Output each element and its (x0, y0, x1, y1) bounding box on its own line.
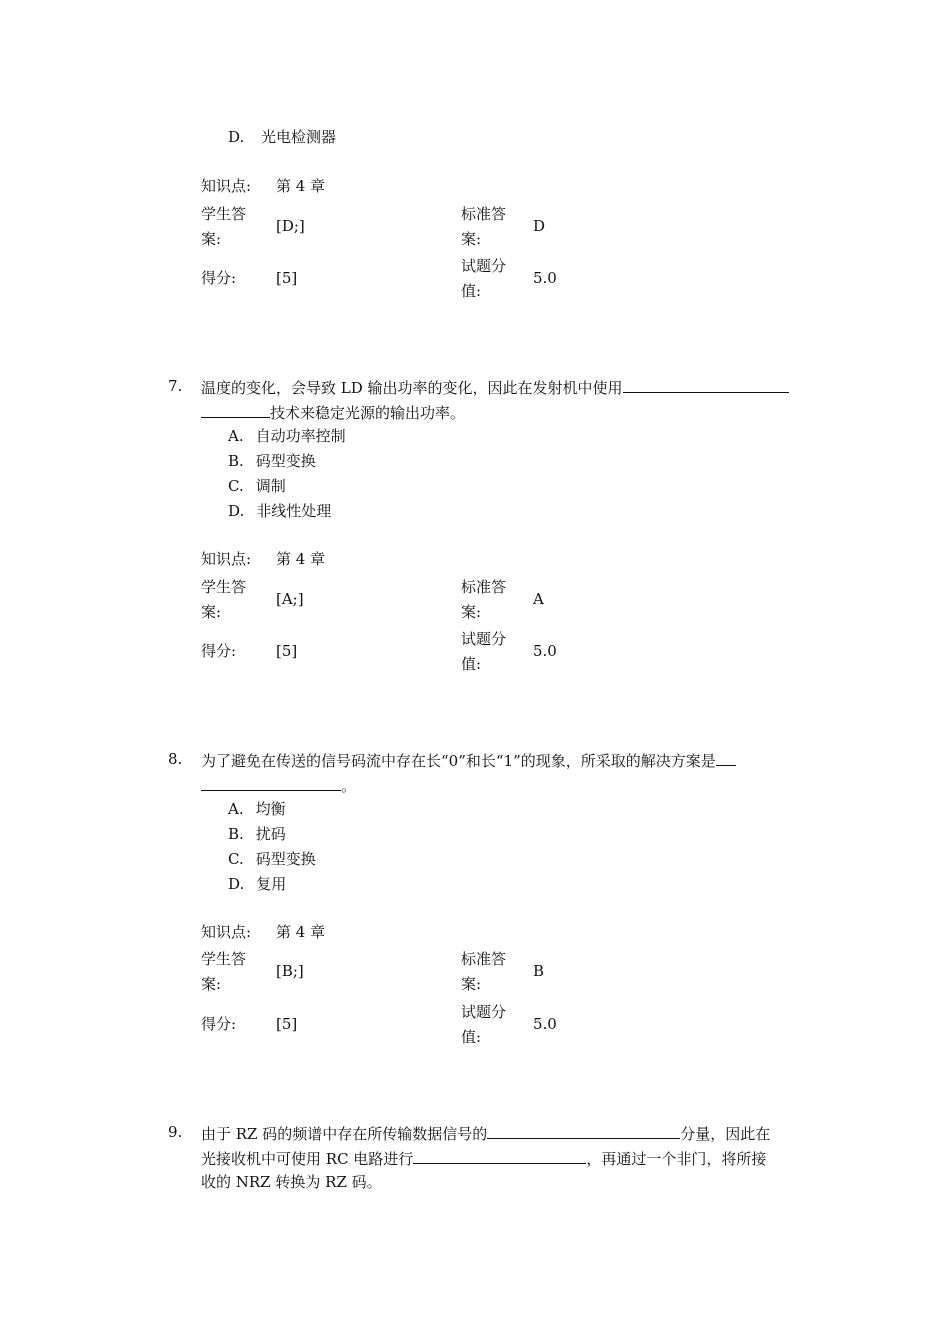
question-number: 8. (168, 750, 183, 768)
option-letter: D. (228, 875, 245, 893)
answer-blank (487, 1120, 680, 1139)
option-letter: D. (228, 128, 245, 146)
student-answer-label-1: 学生答 (201, 950, 247, 968)
points-label-1: 试题分 (461, 257, 507, 275)
question-number: 9. (168, 1123, 183, 1141)
standard-answer-label-2: 案: (461, 603, 482, 621)
answer-blank (201, 399, 270, 418)
student-answer-value: [D;] (276, 217, 305, 235)
option-text: 码型变换 (255, 452, 316, 470)
option-c (228, 847, 316, 872)
score-label: 得分: (201, 1015, 237, 1033)
option-text: 扰码 (255, 825, 286, 843)
option-letter: D. (228, 502, 245, 520)
knowledge-value: 第 4 章 (276, 550, 326, 568)
student-answer-label-1: 学生答 (201, 205, 247, 223)
option-text: 调制 (255, 477, 286, 495)
score-value: [5] (276, 1015, 298, 1033)
score-label: 得分: (201, 269, 237, 287)
student-answer-value: [A;] (276, 590, 304, 608)
question-text: ，再通过一个非门，将所接 (586, 1150, 767, 1168)
question-text: 分量，因此在 (680, 1125, 771, 1143)
option-d (228, 499, 331, 524)
question-text: 为了避免在传送的信号码流中存在长“0”和长“1”的现象，所采取的解决方案是 (201, 752, 716, 770)
option-d-prev (228, 125, 336, 150)
option-b (228, 449, 316, 474)
question-line-2 (201, 1145, 766, 1172)
standard-answer-label-2: 案: (461, 230, 482, 248)
option-d (228, 872, 286, 897)
answer-blank (201, 772, 341, 791)
standard-answer-value: D (533, 217, 546, 235)
points-label-2: 值: (461, 655, 482, 673)
option-letter: A. (228, 427, 244, 445)
answer-blank (623, 374, 789, 393)
knowledge-label: 知识点: (201, 177, 252, 195)
points-value: 5.0 (533, 642, 557, 660)
question-line-1 (201, 1120, 770, 1147)
question-text: 光接收机中可使用 RC 电路进行 (201, 1150, 414, 1168)
points-value: 5.0 (533, 269, 557, 287)
option-text: 复用 (256, 875, 287, 893)
question-line-1 (201, 374, 789, 401)
question-line-3: 收的 NRZ 转换为 RZ 码。 (201, 1173, 382, 1191)
option-text: 码型变换 (255, 850, 316, 868)
option-text: 非线性处理 (256, 502, 332, 520)
points-label-1: 试题分 (461, 1003, 507, 1021)
option-letter: B. (228, 452, 244, 470)
option-letter: B. (228, 825, 244, 843)
question-line-1 (201, 747, 736, 774)
option-letter: C. (228, 850, 244, 868)
question-line-2 (201, 399, 465, 426)
student-answer-label-2: 案: (201, 603, 222, 621)
knowledge-value: 第 4 章 (276, 177, 326, 195)
standard-answer-label-1: 标准答 (461, 205, 507, 223)
standard-answer-label-1: 标准答 (461, 578, 507, 596)
points-value: 5.0 (533, 1015, 557, 1033)
student-answer-value: [B;] (276, 962, 304, 980)
option-b (228, 822, 286, 847)
knowledge-label: 知识点: (201, 550, 252, 568)
student-answer-label-1: 学生答 (201, 578, 247, 596)
student-answer-label-2: 案: (201, 230, 222, 248)
option-text: 自动功率控制 (255, 427, 346, 445)
score-value: [5] (276, 642, 298, 660)
question-line-2 (201, 772, 356, 799)
question-number: 7. (168, 377, 183, 395)
points-label-1: 试题分 (461, 630, 507, 648)
student-answer-label-2: 案: (201, 975, 222, 993)
answer-blank (413, 1145, 586, 1164)
points-label-2: 值: (461, 282, 482, 300)
question-text: 温度的变化，会导致 LD 输出功率的变化，因此在发射机中使用 (201, 379, 623, 397)
standard-answer-label-2: 案: (461, 975, 482, 993)
standard-answer-value: A (533, 590, 544, 608)
knowledge-value: 第 4 章 (276, 923, 326, 941)
option-a (228, 424, 346, 449)
standard-answer-label-1: 标准答 (461, 950, 507, 968)
option-a (228, 797, 286, 822)
answer-blank (716, 747, 736, 766)
score-label: 得分: (201, 642, 237, 660)
option-letter: A. (228, 800, 244, 818)
points-label-2: 值: (461, 1028, 482, 1046)
option-c (228, 474, 286, 499)
option-text: 均衡 (255, 800, 286, 818)
option-letter: C. (228, 477, 244, 495)
question-text: 技术来稳定光源的输出功率。 (270, 404, 466, 422)
score-value: [5] (276, 269, 298, 287)
knowledge-label: 知识点: (201, 923, 252, 941)
option-text: 光电检测器 (261, 128, 337, 146)
question-text: 。 (341, 777, 357, 795)
standard-answer-value: B (533, 962, 545, 980)
question-text: 由于 RZ 码的频谱中存在所传输数据信号的 (201, 1125, 488, 1143)
